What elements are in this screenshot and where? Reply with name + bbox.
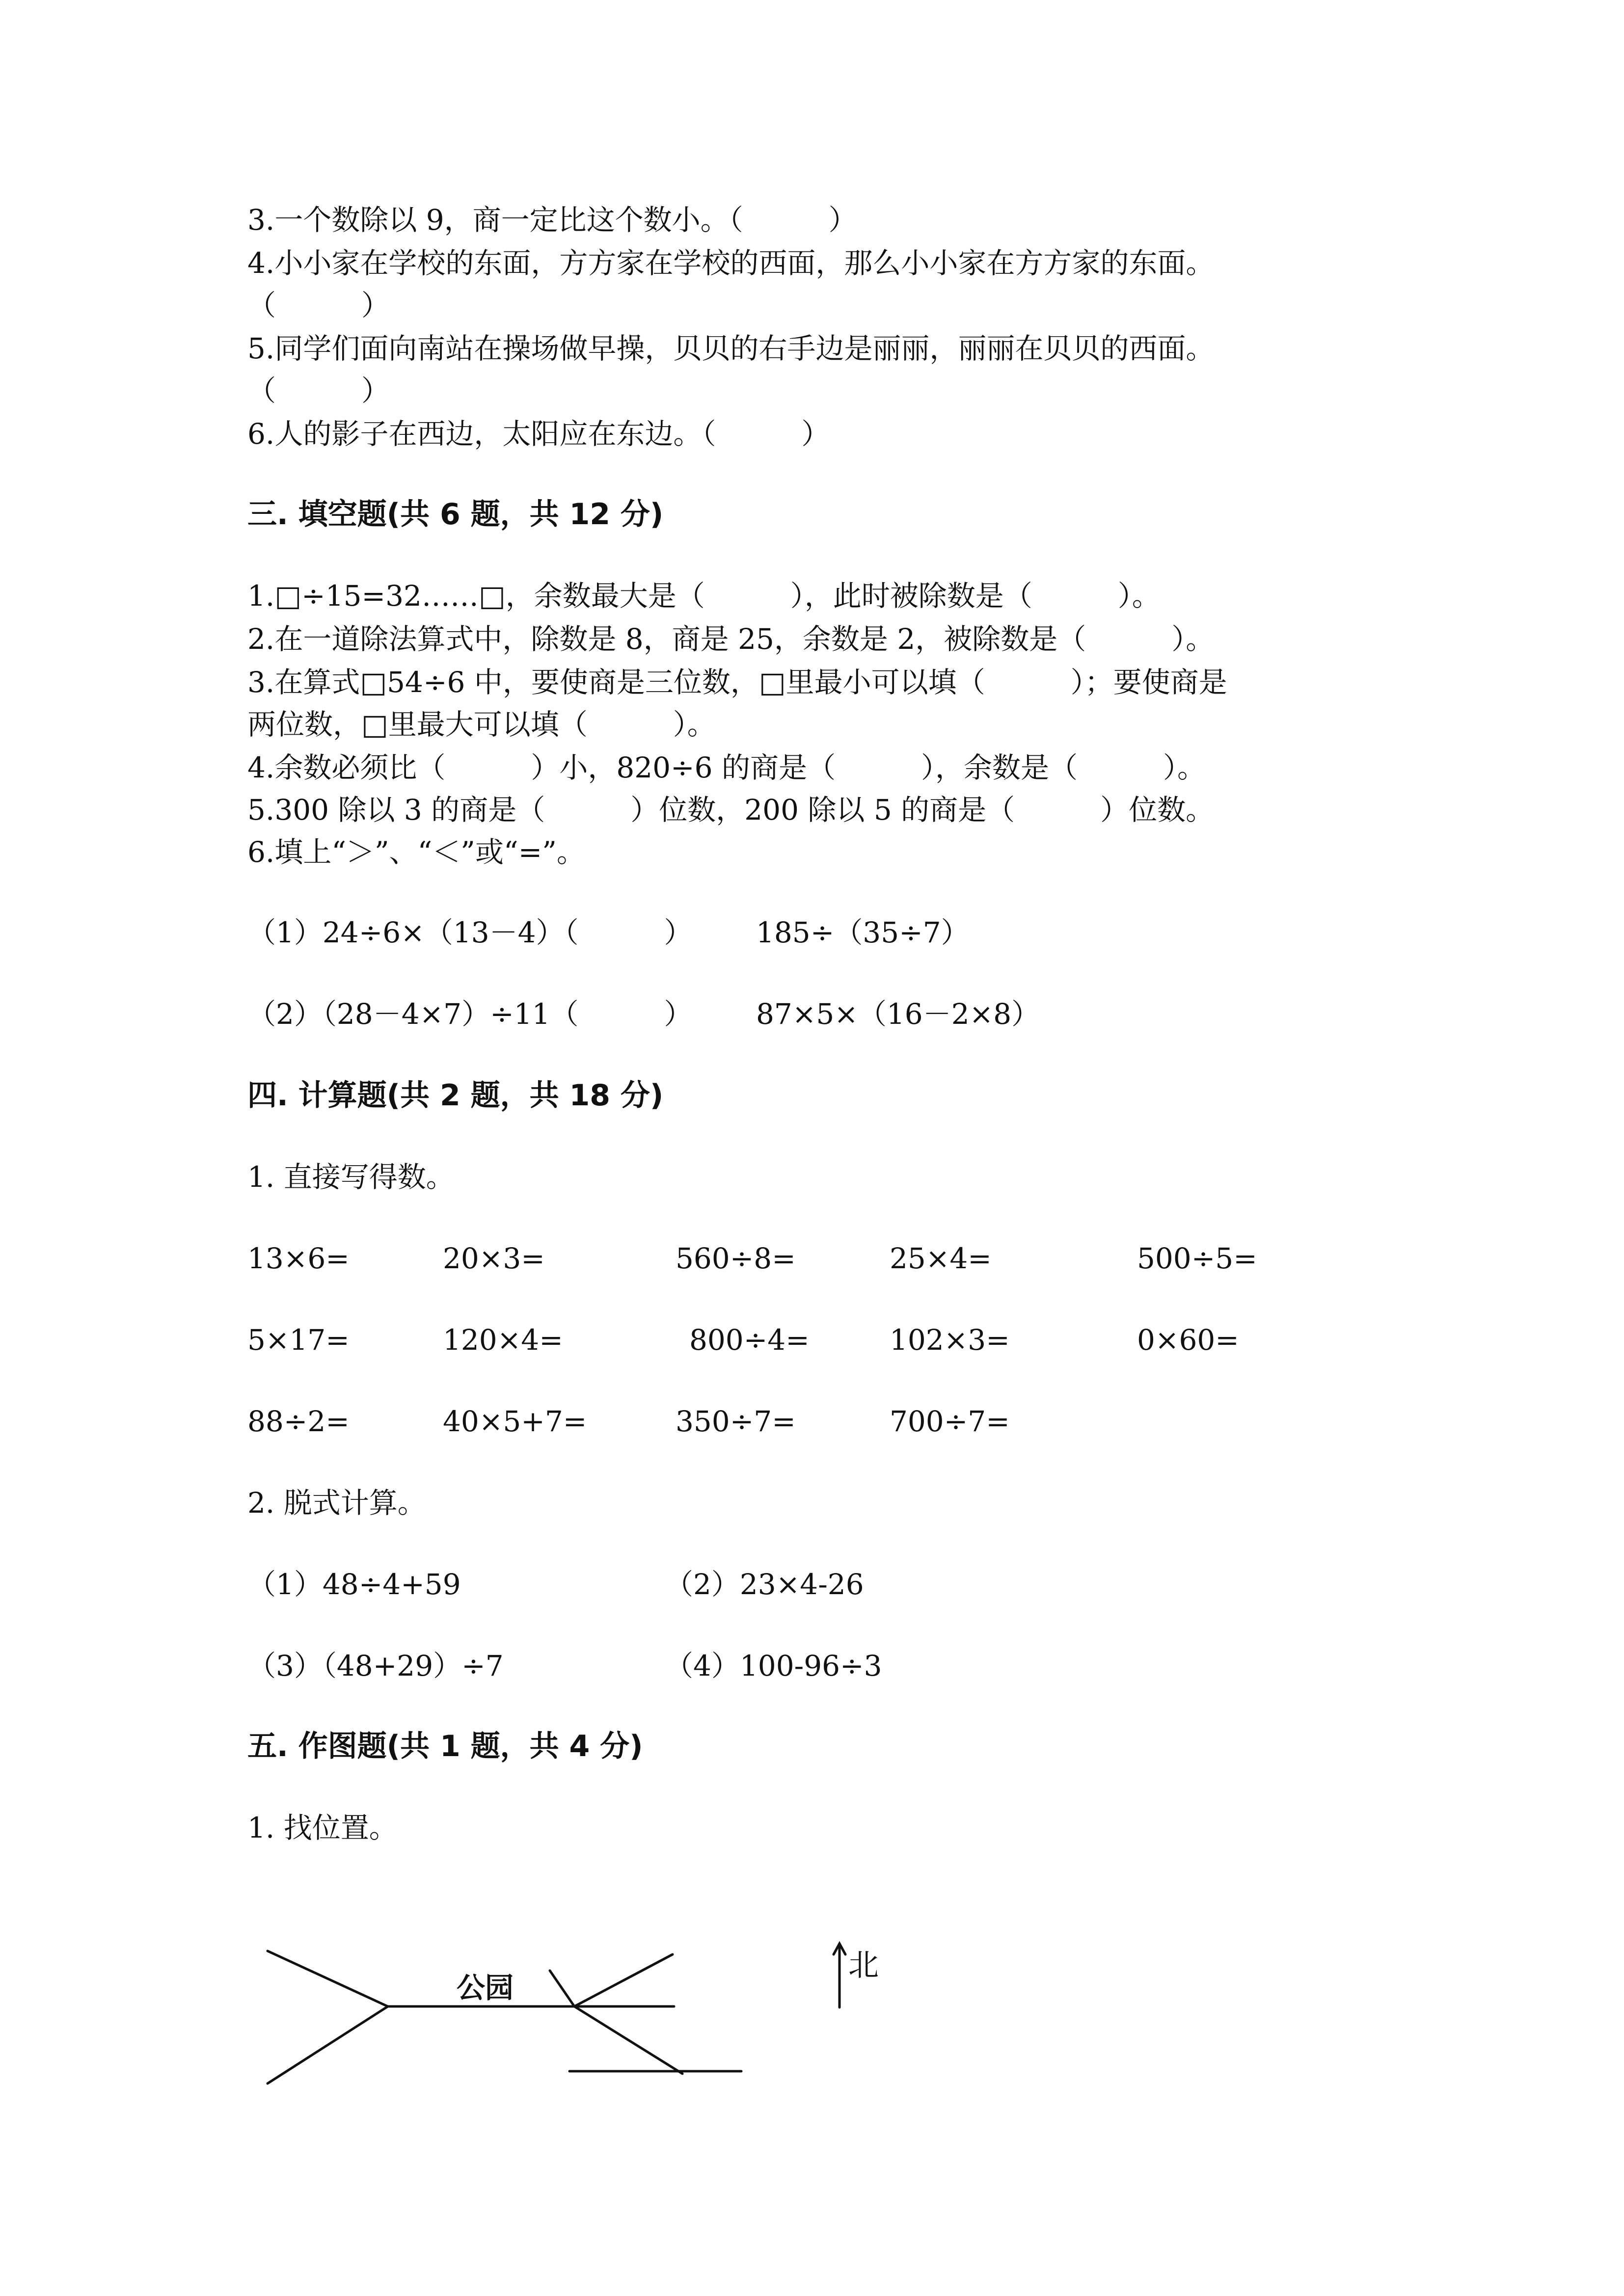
calc-cell: 40×5+7= (443, 1405, 587, 1438)
road-line (268, 2006, 388, 2083)
calc-cell: 350÷7= (676, 1405, 796, 1438)
calc-q2: 2. 脱式计算。 (247, 1486, 426, 1520)
section-heading-fill: 三. 填空题(共 6 题，共 12 分) (247, 497, 664, 532)
fill-item-3: 3.在算式□54÷6 中，要使商是三位数，□里最小可以填（ ）；要使商是 (247, 666, 1227, 699)
compare-2-right: 87×5×（16－2×8） (756, 997, 1040, 1031)
fill-item-4: 4.余数必须比（ ）小，820÷6 的商是（ ），余数是（ ）。 (247, 751, 1206, 784)
location-map (255, 1924, 992, 2140)
park-label: 公园 (457, 1971, 514, 2004)
section-heading-draw: 五. 作图题(共 1 题，共 4 分) (247, 1729, 643, 1763)
fill-item-6: 6.填上“＞”、“＜”或“=”。 (247, 835, 585, 869)
map-drawing (255, 1924, 992, 2140)
fill-item-5: 5.300 除以 3 的商是（ ）位数，200 除以 5 的商是（ ）位数。 (247, 793, 1215, 827)
judge-item-5: 5.同学们面向南站在操场做早操，贝贝的右手边是丽丽，丽丽在贝贝的西面。 (247, 332, 1215, 365)
fill-item-2: 2.在一道除法算式中，除数是 8，商是 25，余数是 2，被除数是（ ）。 (247, 622, 1215, 656)
judge-item-3: 3.一个数除以 9，商一定比这个数小。（ ） (247, 203, 857, 237)
judge-item-4: 4.小小家在学校的东面，方方家在学校的西面，那么小小家在方方家的东面。 (247, 246, 1215, 280)
calc-cell: 20×3= (443, 1242, 545, 1275)
step-calc-3: （3）（48+29）÷7 (247, 1649, 504, 1682)
calc-cell: 102×3= (890, 1323, 1010, 1357)
calc-cell: 560÷8= (676, 1242, 796, 1275)
road-line (574, 2006, 682, 2074)
road-line (550, 1971, 574, 2006)
calc-cell: 700÷7= (890, 1405, 1010, 1438)
calc-cell: 120×4= (443, 1323, 563, 1357)
compare-1-right: 185÷（35÷7） (756, 916, 970, 949)
calc-cell: 500÷5= (1137, 1242, 1257, 1275)
draw-q1: 1. 找位置。 (247, 1811, 398, 1844)
judge-item-4-blank: （ ） (247, 289, 390, 322)
road-line (574, 1954, 673, 2006)
north-label: 北 (848, 1947, 879, 1983)
calc-cell: 5×17= (247, 1323, 350, 1357)
calc-cell: 13×6= (247, 1242, 350, 1275)
compare-1-left: （1）24÷6×（13－4）（ ） (247, 916, 693, 949)
judge-item-6: 6.人的影子在西边，太阳应在东边。（ ） (247, 417, 830, 451)
fill-item-1: 1.□÷15=32……□，余数最大是（ ），此时被除数是（ ）。 (247, 579, 1161, 613)
step-calc-4: （4）100-96÷3 (665, 1649, 882, 1682)
fill-item-3-cont: 两位数，□里最大可以填（ ）。 (247, 708, 716, 741)
calc-cell: 25×4= (890, 1242, 992, 1275)
road-line (268, 1951, 388, 2006)
calc-q1: 1. 直接写得数。 (247, 1160, 455, 1194)
section-heading-calc: 四. 计算题(共 2 题，共 18 分) (247, 1078, 664, 1113)
calc-cell: 88÷2= (247, 1405, 350, 1438)
calc-cell: 0×60= (1137, 1323, 1239, 1357)
calc-cell: 800÷4= (689, 1323, 810, 1357)
step-calc-1: （1）48÷4+59 (247, 1568, 461, 1601)
compare-2-left: （2）（28－4×7）÷11（ ） (247, 997, 693, 1031)
step-calc-2: （2）23×4-26 (665, 1568, 864, 1601)
judge-item-5-blank: （ ） (247, 374, 390, 407)
